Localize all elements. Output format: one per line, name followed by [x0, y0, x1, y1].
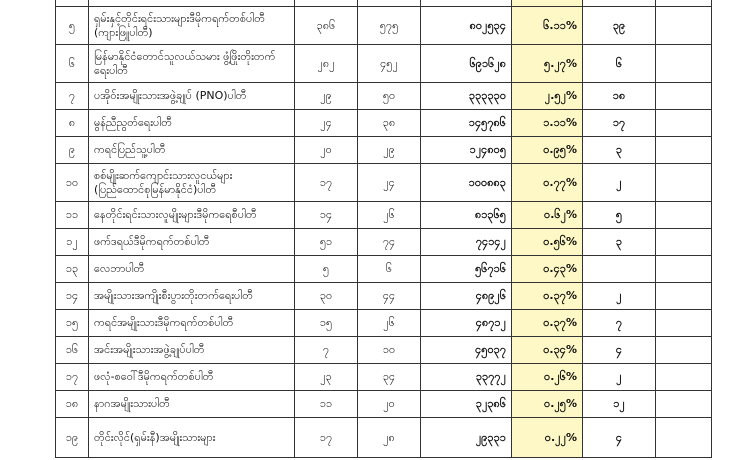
party-name: အမျိုးသားအကျိုးစီးပွားတိုးတက်ရေးပါတီ [89, 283, 295, 310]
candidate-count: ၁၄ [295, 202, 358, 229]
vote-count: ၁၀၀၈၈၃ [421, 164, 512, 202]
vote-count: ၃၃၃၃၃၀ [421, 83, 512, 110]
empty-cell [656, 337, 712, 364]
candidate-count: ၂၀ [295, 137, 358, 164]
party-name: ပအိုဝ်းအမျိုးသားအဖွဲ့ချုပ် (PNO)ပါတီ [89, 83, 295, 110]
seat-count: ၄ [583, 418, 656, 458]
empty-cell [656, 283, 712, 310]
table-row [56, 7, 712, 45]
candidate-count: ၂၉ [295, 83, 358, 110]
empty-cell [656, 391, 712, 418]
empty-cell [656, 364, 712, 391]
table-row [56, 256, 712, 283]
table-row [56, 391, 712, 418]
seat-count: ၃ [583, 137, 656, 164]
seat-count: ၄ [583, 337, 656, 364]
empty-cell [656, 256, 712, 283]
row-number: ၁၉ [56, 418, 89, 458]
vote-percent: ၀.၇၇% [512, 164, 583, 202]
table-body [56, 0, 712, 458]
constituency-count: ၅၇၅ [358, 7, 421, 45]
table-row [56, 364, 712, 391]
seat-count: ၁၂ [583, 391, 656, 418]
constituency-count: ၂၈ [358, 418, 421, 458]
vote-percent: ၀.၆၂% [512, 202, 583, 229]
vote-percent: ၀.၅၆% [512, 229, 583, 256]
candidate-count: ၇ [295, 337, 358, 364]
vote-count: ၁၄၅၇၈၆ [421, 110, 512, 137]
party-name: နာဂအမျိုးသားပါတီ [89, 391, 295, 418]
vote-count: ၄၈၇၁၂ [421, 310, 512, 337]
seat-count: ၃၉ [583, 7, 656, 45]
row-number: ၁၅ [56, 310, 89, 337]
seat-count: ၃ [583, 229, 656, 256]
row-number: ၅ [56, 7, 89, 45]
row-number: ၁၀ [56, 164, 89, 202]
empty-cell [656, 418, 712, 458]
constituency-count: ၅၀ [358, 83, 421, 110]
empty-cell [656, 164, 712, 202]
seat-count: ၂ [583, 283, 656, 310]
constituency-count: ၁၀ [358, 337, 421, 364]
vote-count: ၄၈၉၂၆ [421, 283, 512, 310]
vote-percent: ၀.၄၃% [512, 256, 583, 283]
table-row [56, 137, 712, 164]
row-number: ၁၃ [56, 256, 89, 283]
party-name: မြန်မာနိုင်ငံတောင်သူလယ်သမား ဖွံ့ဖြိုးတိုးတက်ရေးပါတီ [89, 45, 295, 83]
vote-percent: ၀.၂၆% [512, 364, 583, 391]
vote-percent: ၆.၁၁% [512, 7, 583, 45]
table-row [56, 337, 712, 364]
party-name: နေတိုင်းရင်းသားလူမျိုးများဒီမိုကရေစီပါတီ [89, 202, 295, 229]
empty-cell [656, 7, 712, 45]
constituency-count: ၃၄ [358, 364, 421, 391]
vote-percent: ၀.၃၇% [512, 283, 583, 310]
party-name: ကရင်အမျိုးသားဒီမိုကရက်တစ်ပါတီ [89, 310, 295, 337]
vote-count: ၈၀၂၅၃၄ [421, 7, 512, 45]
vote-count: ၃၂၃၈၆ [421, 391, 512, 418]
table-row [56, 45, 712, 83]
seat-count: ၇ [583, 310, 656, 337]
vote-percent: ၅.၂၇% [512, 45, 583, 83]
constituency-count: ၂၉ [358, 137, 421, 164]
party-name: မွန်ညီညွတ်ရေးပါတီ [89, 110, 295, 137]
party-name: အင်းအမျိုးသားအဖွဲ့ချုပ်ပါတီ [89, 337, 295, 364]
party-name: ဖလုံ-စဝေါ်ဒီမိုကရက်တစ်ပါတီ [89, 364, 295, 391]
party-name: လေဘာပါတီ [89, 256, 295, 283]
vote-count: ၂၉၃၃၁ [421, 418, 512, 458]
vote-percent: ၀.၂၂% [512, 418, 583, 458]
row-number: ၁၆ [56, 337, 89, 364]
empty-cell [656, 110, 712, 137]
vote-count: ၅၆၇၁၆ [421, 256, 512, 283]
vote-percent: ၂.၅၂% [512, 83, 583, 110]
vote-count: ၈၁၃၆၅ [421, 202, 512, 229]
seat-count: ၁၇ [583, 110, 656, 137]
row-number: ၆ [56, 45, 89, 83]
empty-cell [656, 202, 712, 229]
empty-cell [656, 137, 712, 164]
row-number: ၁၄ [56, 283, 89, 310]
candidate-count: ၂၄ [295, 110, 358, 137]
constituency-count: ၂၆ [358, 310, 421, 337]
candidate-count: ၅ [295, 256, 358, 283]
constituency-count: ၇၄ [358, 229, 421, 256]
vote-count: ၇၄၁၄၂ [421, 229, 512, 256]
table-row [56, 310, 712, 337]
row-number: ၈ [56, 110, 89, 137]
constituency-count: ၆ [358, 256, 421, 283]
empty-cell [656, 310, 712, 337]
table-row [56, 202, 712, 229]
table-row [56, 283, 712, 310]
vote-count: ၃၃၇၇၂ [421, 364, 512, 391]
vote-percent: ၁.၁၁% [512, 110, 583, 137]
candidate-count: ၁၅ [295, 310, 358, 337]
empty-cell [656, 83, 712, 110]
row-number: ၁၂ [56, 229, 89, 256]
candidate-count: ၂၈၂ [295, 45, 358, 83]
candidate-count: ၅၁ [295, 229, 358, 256]
seat-count: ၂ [583, 364, 656, 391]
empty-cell [656, 45, 712, 83]
vote-percent: ၀.၉၅% [512, 137, 583, 164]
constituency-count: ၄၅၂ [358, 45, 421, 83]
party-name: ကရင်ပြည်သူ့ပါတီ [89, 137, 295, 164]
table-row [56, 83, 712, 110]
constituency-count: ၂၆ [358, 202, 421, 229]
party-name: ရှမ်းနှင့်တိုင်းရင်းသားများဒီမိုကရက်တစ်ပါတီ (ကျားဖြူပါတီ) [89, 7, 295, 45]
seat-count: ၅ [583, 202, 656, 229]
vote-count: ၁၂၄၈၀၅ [421, 137, 512, 164]
party-results-table [55, 0, 712, 458]
party-name: ဖက်ဒရယ်ဒီမိုကရက်တစ်ပါတီ [89, 229, 295, 256]
constituency-count: ၂၄ [358, 164, 421, 202]
seat-count: ၆ [583, 45, 656, 83]
seat-count [583, 256, 656, 283]
vote-percent: ၀.၃၇% [512, 310, 583, 337]
party-name: တိုင်းလိုင်(ရှမ်းနီ)အမျိုးသားများ [89, 418, 295, 458]
table-row [56, 418, 712, 458]
row-number: ၁၁ [56, 202, 89, 229]
vote-percent: ၀.၂၅% [512, 391, 583, 418]
row-number: ၁၇ [56, 364, 89, 391]
candidate-count: ၁၇ [295, 418, 358, 458]
constituency-count: ၂၀ [358, 391, 421, 418]
candidate-count: ၁၇ [295, 164, 358, 202]
candidate-count: ၃၀ [295, 283, 358, 310]
vote-count: ၆၉၁၆၂၈ [421, 45, 512, 83]
table-row [56, 110, 712, 137]
empty-cell [656, 229, 712, 256]
constituency-count: ၄၄ [358, 283, 421, 310]
party-name: စစ်မျိုးဆက်ကျောင်းသားလူငယ်များ (ပြည်ထောင်စုမြန်မာနိုင်ငံ)ပါတီ [89, 164, 295, 202]
row-number: ၁၈ [56, 391, 89, 418]
constituency-count: ၃၈ [358, 110, 421, 137]
vote-count: ၄၅၀၃၇ [421, 337, 512, 364]
candidate-count: ၃၈၆ [295, 7, 358, 45]
table-row [56, 164, 712, 202]
candidate-count: ၁၁ [295, 391, 358, 418]
table-row [56, 229, 712, 256]
row-number: ၇ [56, 83, 89, 110]
candidate-count: ၂၃ [295, 364, 358, 391]
seat-count: ၂ [583, 164, 656, 202]
row-number: ၉ [56, 137, 89, 164]
seat-count: ၁၈ [583, 83, 656, 110]
vote-percent: ၀.၃၄% [512, 337, 583, 364]
